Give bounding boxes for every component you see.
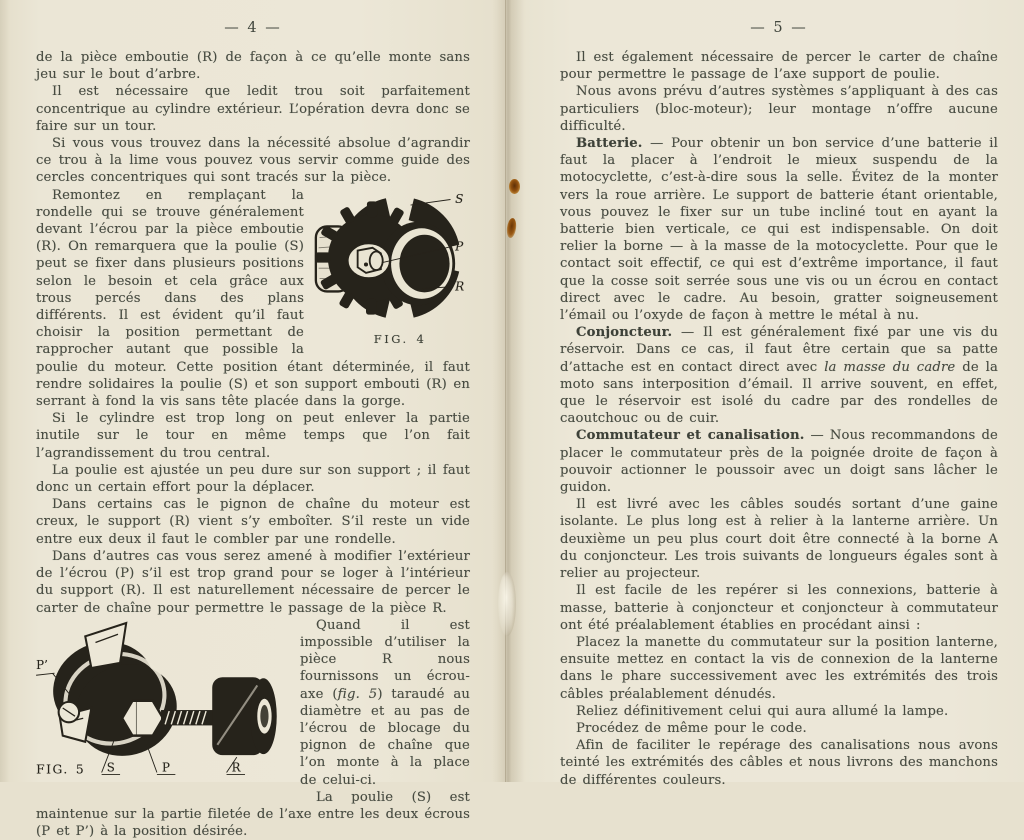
section-dash: — <box>804 428 830 444</box>
paragraph-with-figure-4 <box>36 187 470 411</box>
figure-5 <box>32 619 288 797</box>
section-body: Nous recommandons de placer le commutateur près de la poignée droite de façon à pouvoir actionner le poussoir avec un doigt sans lâcher le guidon. <box>560 428 998 496</box>
fig5-label-s: S <box>106 760 115 775</box>
paragraph: Afin de faciliter le repérage des canalisations nous avons teinté les extrémités des câbles et nous livrons des manchons de différentes couleurs. <box>560 738 998 788</box>
rear-nut-shape <box>59 702 79 722</box>
hex-nut-shape <box>122 701 163 736</box>
paragraph: Il est également nécessaire de percer le carter de chaîne pour permettre le passage de l’axe support de poulie. <box>560 50 998 83</box>
section-conjoncteur <box>560 324 998 427</box>
pulley-sprocket-assembly <box>315 192 464 314</box>
paragraph: Nous avons prévu d’autres systèmes s’appliquant à des cas particuliers (bloc-moteur); leur montage n’offre aucune difficulté. <box>560 84 998 134</box>
paragraph: Il est nécessaire que ledit trou soit parfaitement concentrique au cylindre extérieur. L’opération devra donc se faire sur un tour. <box>36 84 470 134</box>
page-number-right: — 5 — <box>750 20 808 36</box>
paragraph: Si le cylindre est trop long on peut enlever la partie inutile sur le tour en même temps que l’on fait l’agrandissement du trou central. <box>36 411 470 461</box>
support-cup-shape <box>381 221 455 305</box>
paragraph-with-figure-5 <box>36 617 470 789</box>
fig4-label-p: P <box>455 239 464 254</box>
fig5-label-p: P <box>162 760 171 775</box>
section-batterie <box>560 135 998 324</box>
fig4-label-s: S <box>455 191 464 206</box>
figure-5-drawing <box>32 619 288 797</box>
figure-reference: fig. 5 <box>337 686 378 702</box>
paragraph-text: ) taraudé au diamètre et au pas de l’écrou de blocage du pignon de chaîne que l’on monte à la place de celui-ci. <box>300 686 470 788</box>
fig5-label-r: R <box>231 760 241 775</box>
fig5-label-p-prime: P’ <box>36 657 49 672</box>
paragraph-text: Quand il est impossible d’utiliser la pièce R nous fournissons un écrou-axe ( <box>300 617 470 702</box>
paragraph: Dans d’autres cas vous serez amené à modifier l’extérieur de l’écrou (P) s’il est trop grand pour se loger à l’intérieur du support (R). Il est naturellement nécessaire de percer le carter de chaîne pour permettre le passage de la pièce R. <box>36 548 470 616</box>
section-commutateur <box>560 427 998 496</box>
paragraph: Procédez de même pour le code. <box>576 720 807 736</box>
section-title-batterie: Batterie. <box>576 136 643 152</box>
section-title-conjoncteur: Conjoncteur. <box>576 325 673 341</box>
paragraph: La poulie est ajustée un peu dure sur son support ; il faut donc un certain effort pour la déplacer. <box>36 462 470 496</box>
section-body: Pour obtenir un bon service d’une batterie il faut la placer à l’endroit le mieux suspendu de la motocyclette, c’est-à-dire sous la selle. Évitez de la monter vers la roue arrière. Le support de batterie étant orientable, vous pouvez le fixer sur un tube incliné tout en ayant la batterie bien verticale, ce qui est indispensable. On doit relier la borne — à la masse de la motocyclette. Pour que le contact soit effectif, ce qui est d’extrême importance, il faut que la cosse soit serrée sous une vis ou un écrou en contact direct avec le cadre. Au besoin, gratter soigneusement l’émail ou l’oxyde de façon à mettre le métal à nu. <box>560 136 998 324</box>
paragraph: La poulie (S) est maintenue sur la partie filetée de l’axe entre les deux écrous (P et P’) à la position désirée. <box>36 789 470 840</box>
pulley-flanges-shape <box>40 623 190 770</box>
paragraph-continuation: de la pièce emboutie (R) de façon à ce qu’elle monte sans jeu sur le bout d’arbre. <box>36 50 470 83</box>
section-body: de la moto sans interposition d’émail. Il arrive souvent, en effet, que le réservoir est isolé du cadre par des rondelles de caoutchouc ou de cuir. <box>560 359 999 427</box>
figure-5-caption: FIG. 5 <box>36 762 86 777</box>
section-body: Il est généralement fixé par une vis du réservoir. Dans ce cas, il faut être certain que sa patte d’attache est en contact direct avec <box>560 325 998 375</box>
emphasis-text: la masse du cadre <box>824 359 956 375</box>
paragraph: Si vous vous trouvez dans la nécessité absolue d’agrandir ce trou à la lime vous pouvez vous servir comme guide des cercles concentriques qui sont tracés sur la pièce. <box>36 136 470 186</box>
figure-4-drawing <box>314 189 470 327</box>
paragraph: Il est facile de les repérer si les connexions, batterie à masse, batterie à conjoncteur et conjoncteur à commutateur ont été préalablement établies en procédant ainsi : <box>560 583 998 633</box>
paragraph: Il est livré avec les câbles soudés sortant d’une gaine isolante. Le plus long est à relier à la lanterne arrière. Un deuxième un peu plus court doit être connecté à la borne A du conjoncteur. Les trois suivants de longueurs égales sont à relier au projecteur. <box>560 497 998 582</box>
paragraph-text: Remontez en remplaçant la rondelle qui se trouve généralement devant l’écrou par la pièce emboutie (R). On remarquera que la poulie (S) peut se fixer dans plusieurs positions selon le besoin et cela grâce aux trous percés dans des plans différents. Il est évident qu’il faut choisir la position permettant de rapprocher autant que possible la poulie du moteur. Cette position étant déterminée, il faut rendre solidaires la poulie (S) et son support embouti (R) en serrant à fond la vis sans tête placée dans la gorge. <box>36 187 470 410</box>
page-number-left: — 4 — <box>224 20 282 36</box>
section-dash: — <box>672 325 704 341</box>
fig4-label-r: R <box>455 279 465 294</box>
axle-nut-shape <box>212 677 277 755</box>
section-title-commutateur: Commutateur et canalisation. <box>576 428 805 444</box>
page-right-content <box>512 0 1024 789</box>
figure-4-caption: FIG. 4 <box>373 331 427 346</box>
paragraph: Placez la manette du commutateur sur la position lanterne, ensuite mettez en contact la vis de connexion de la lanterne dans le phare successivement avec les extrémités des trois câbles préalablement dénudés. <box>560 634 998 702</box>
section-dash: — <box>642 136 672 152</box>
hub-nut-shape <box>347 243 390 278</box>
threaded-shaft-shape <box>161 710 214 725</box>
paragraph: Reliez définitivement celui qui aura allumé la lampe. <box>576 703 949 719</box>
paragraph: Dans certains cas le pignon de chaîne du moteur est creux, le support (R) vient s’y emboîter. S’il reste un vide entre eux deux il faut le combler par une rondelle. <box>36 497 470 547</box>
pulley-axle-assembly <box>36 623 277 777</box>
page-right <box>512 0 1024 788</box>
figure-4 <box>314 189 470 348</box>
